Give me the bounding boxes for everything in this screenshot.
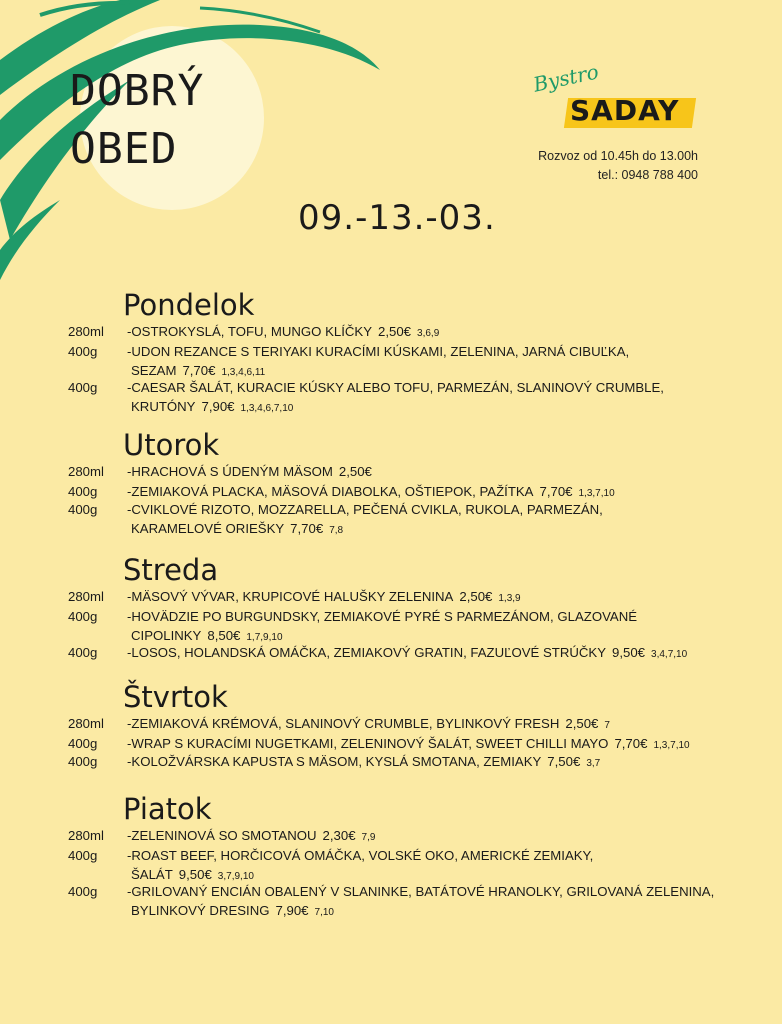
item-allergens: 3,4,7,10 (651, 649, 688, 660)
brand-logo (530, 59, 700, 142)
item-text-continued: ŠALÁT (131, 867, 173, 882)
item-quantity: 400g (68, 484, 98, 499)
item-description (127, 846, 757, 886)
item-allergens: 1,3,9 (498, 593, 521, 604)
item-text: -HRACHOVÁ S ÚDENÝM MÄSOM (127, 464, 333, 479)
day-title: Pondelok (123, 288, 255, 322)
item-allergens: 7,10 (314, 907, 334, 918)
item-text-continued: KARAMELOVÉ ORIEŠKY (131, 521, 285, 536)
item-text: -CAESAR ŠALÁT, KURACIE KÚSKY ALEBO TOFU, PARMEZÁN, SLANINOVÝ CRUMBLE, (127, 380, 664, 395)
item-quantity: 280ml (68, 716, 104, 731)
item-quantity: 400g (68, 848, 98, 863)
item-text: -KOLOŽVÁRSKA KAPUSTA S MÄSOM, KYSLÁ SMOTANA, ZEMIAKY (127, 754, 542, 769)
item-text: -ZEMIAKOVÁ KRÉMOVÁ, SLANINOVÝ CRUMBLE, BYLINKOVÝ FRESH (127, 716, 560, 731)
item-price: 7,90€ (275, 903, 309, 918)
item-description-line1 (127, 846, 757, 865)
item-allergens: 1,3,7,10 (578, 488, 615, 499)
item-allergens: 7 (604, 720, 610, 731)
item-quantity: 400g (68, 344, 98, 359)
item-price: 7,50€ (547, 754, 581, 769)
item-description-line1 (127, 342, 757, 361)
item-quantity: 280ml (68, 324, 104, 339)
item-description (127, 643, 757, 664)
headline-line1: DOBRÝ (70, 66, 205, 116)
item-price: 8,50€ (207, 628, 241, 643)
item-description-line1 (127, 378, 757, 397)
item-allergens: 7,8 (329, 525, 344, 536)
item-quantity: 400g (68, 645, 98, 660)
day-title: Piatok (123, 792, 212, 826)
day-title: Štvrtok (123, 680, 228, 714)
week-date: 09.-13.-03. (298, 198, 496, 238)
item-text: -ZELENINOVÁ SO SMOTANOU (127, 828, 317, 843)
item-price: 7,70€ (614, 736, 648, 751)
item-description (127, 462, 757, 483)
item-allergens: 1,3,4,6,11 (221, 367, 266, 378)
headline-line2: OBED (70, 124, 178, 174)
item-text-continued: KRUTÓNY (131, 399, 196, 414)
item-description (127, 826, 757, 847)
logo-script: Bystro (531, 59, 601, 97)
item-allergens: 3,6,9 (417, 328, 440, 339)
item-description (127, 714, 757, 735)
item-allergens: 3,7,9,10 (217, 871, 254, 882)
item-description-line1 (127, 500, 757, 519)
item-description (127, 607, 757, 647)
item-price: 2,50€ (565, 716, 599, 731)
item-price: 7,70€ (182, 363, 216, 378)
item-price: 9,50€ (612, 645, 646, 660)
item-description (127, 342, 757, 382)
item-price: 2,50€ (459, 589, 493, 604)
item-description (127, 500, 757, 540)
logo-word: SADAY (570, 94, 680, 127)
item-allergens: 1,3,4,6,7,10 (240, 403, 294, 414)
item-quantity: 280ml (68, 828, 104, 843)
item-text: -UDON REZANCE S TERIYAKI KURACÍMI KÚSKAMI, ZELENINA, JARNÁ CIBUĽKA, (127, 344, 630, 359)
day-title: Utorok (123, 428, 220, 462)
item-text: -LOSOS, HOLANDSKÁ OMÁČKA, ZEMIAKOVÝ GRATIN, FAZUĽOVÉ STRÚČKY (127, 645, 606, 660)
item-price: 7,70€ (539, 484, 573, 499)
item-description-line1 (127, 587, 757, 608)
item-description-line1 (127, 826, 757, 847)
item-quantity: 400g (68, 380, 98, 395)
item-description-line2 (127, 519, 757, 540)
item-text: -ROAST BEEF, HORČICOVÁ OMÁČKA, VOLSKÉ OKO, AMERICKÉ ZEMIAKY, (127, 848, 594, 863)
item-price: 2,50€ (378, 324, 412, 339)
item-text: -MÄSOVÝ VÝVAR, KRUPICOVÉ HALUŠKY ZELENINA (127, 589, 454, 604)
item-allergens: 3,7 (586, 758, 601, 769)
item-text: -HOVÄDZIE PO BURGUNDSKY, ZEMIAKOVÉ PYRÉ S PARMEZÁNOM, GLAZOVANÉ (127, 609, 638, 624)
item-text: -GRILOVANÝ ENCIÁN OBALENÝ V SLANINKE, BATÁTOVÉ HRANOLKY, GRILOVANÁ ZELENINA, (127, 884, 715, 899)
item-text: -ZEMIAKOVÁ PLACKA, MÄSOVÁ DIABOLKA, OŠTIEPOK, PAŽÍTKA (127, 484, 534, 499)
item-allergens: 1,7,9,10 (246, 632, 283, 643)
item-description-line1 (127, 322, 757, 343)
item-price: 9,50€ (178, 867, 212, 882)
item-quantity: 400g (68, 754, 98, 769)
item-description (127, 587, 757, 608)
item-allergens: 1,3,7,10 (653, 740, 690, 751)
item-description (127, 752, 757, 773)
contact-info (538, 147, 698, 185)
item-price: 7,90€ (201, 399, 235, 414)
item-allergens: 7,9 (361, 832, 376, 843)
phone-number: tel.: 0948 788 400 (597, 168, 698, 182)
item-quantity: 400g (68, 736, 98, 751)
item-text: -CVIKLOVÉ RIZOTO, MOZZARELLA, PEČENÁ CVIKLA, RUKOLA, PARMEZÁN, (127, 502, 603, 517)
item-price: 7,70€ (290, 521, 324, 536)
item-description (127, 882, 757, 922)
item-description-line1 (127, 462, 757, 483)
item-quantity: 400g (68, 609, 98, 624)
item-text: -OSTROKYSLÁ, TOFU, MUNGO KLÍČKY (127, 324, 372, 339)
item-description-line2 (127, 901, 757, 922)
item-text-continued: BYLINKOVÝ DRESING (131, 903, 270, 918)
item-price: 2,50€ (338, 464, 372, 479)
item-price: 2,30€ (322, 828, 356, 843)
item-text: -WRAP S KURACÍMI NUGETKAMI, ZELENINOVÝ ŠALÁT, SWEET CHILLI MAYO (127, 736, 609, 751)
item-description-line1 (127, 882, 757, 901)
item-quantity: 400g (68, 502, 98, 517)
delivery-hours: Rozvoz od 10.45h do 13.00h (538, 149, 698, 163)
item-quantity: 400g (68, 884, 98, 899)
item-quantity: 280ml (68, 464, 104, 479)
item-text-continued: CIPOLINKY (131, 628, 202, 643)
item-description (127, 378, 757, 418)
item-description-line2 (127, 397, 757, 418)
item-description-line1 (127, 643, 757, 664)
item-description-line1 (127, 714, 757, 735)
day-title: Streda (123, 553, 219, 587)
headline (70, 62, 260, 178)
item-text-continued: SEZAM (131, 363, 177, 378)
item-description (127, 322, 757, 343)
item-description-line1 (127, 752, 757, 773)
item-quantity: 280ml (68, 589, 104, 604)
item-description-line1 (127, 607, 757, 626)
